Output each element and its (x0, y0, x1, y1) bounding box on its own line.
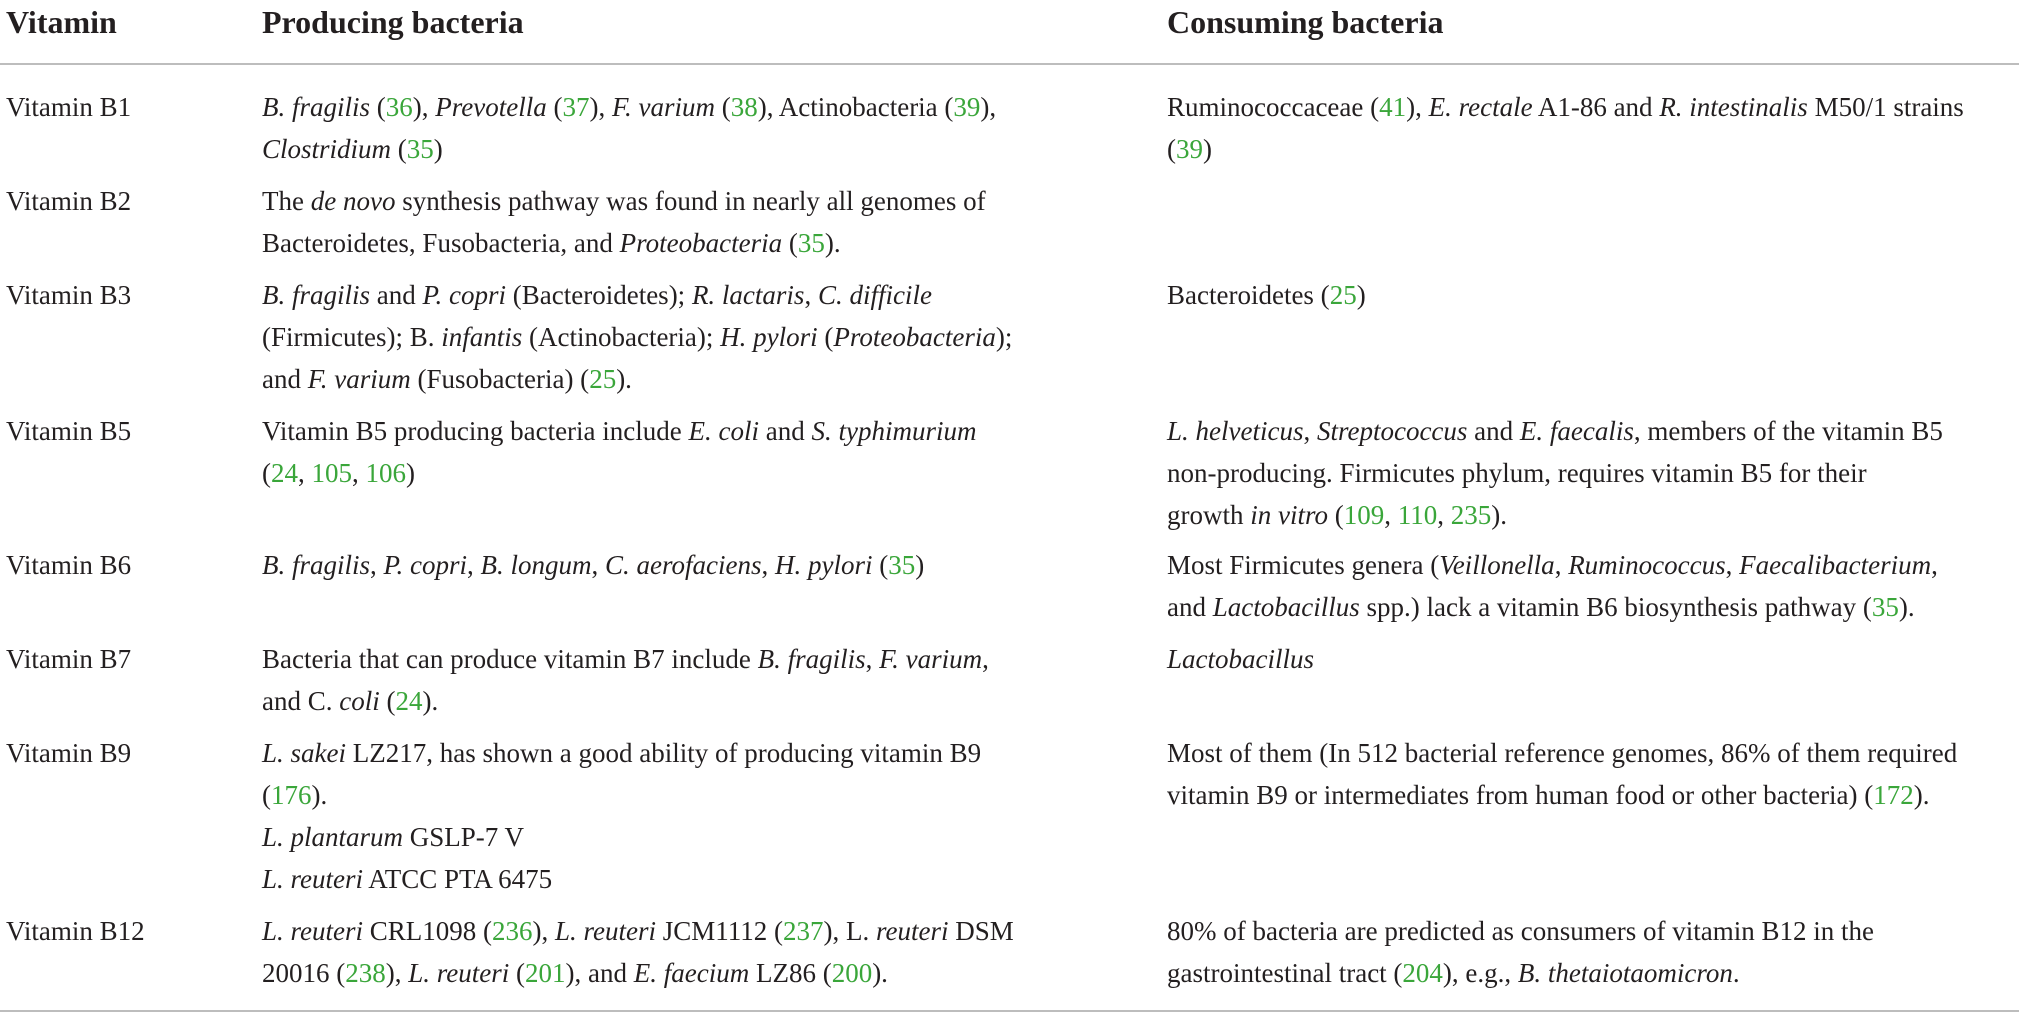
text-run: ), Actinobacteria ( (757, 92, 954, 122)
italic-text: Lactobacillus (1167, 644, 1314, 674)
text-run: LZ86 ( (749, 958, 832, 988)
header-vitamin: Vitamin (6, 4, 117, 40)
text-line (1167, 732, 2017, 774)
vitamin-name: Vitamin B9 (6, 738, 132, 768)
italic-text: Streptococcus (1316, 416, 1468, 446)
text-line (262, 452, 1082, 494)
reference-number: 110 (1397, 500, 1438, 530)
reference-number: 39 (953, 92, 981, 122)
reference-number: 36 (385, 92, 413, 122)
italic-text: Proteobacteria (833, 322, 996, 352)
text-run: Most Firmicutes genera ( (1167, 550, 1440, 580)
italic-text: E. faecalis (1519, 416, 1634, 446)
text-run: , (1384, 500, 1398, 530)
text-line (1167, 638, 2017, 680)
header-consuming-bacteria: Consuming bacteria (1167, 4, 1444, 40)
reference-number: 37 (562, 92, 590, 122)
italic-text: de novo (310, 186, 396, 216)
italic-text: Clostridium (262, 134, 392, 164)
text-line (262, 638, 1082, 680)
reference-number: 35 (406, 134, 434, 164)
text-run: ( (391, 134, 407, 164)
italic-text: E. rectale (1428, 92, 1533, 122)
text-line (262, 732, 1082, 774)
text-run: A1-86 and (1532, 92, 1660, 122)
consuming-bacteria-cell (1167, 638, 2017, 680)
text-line (1167, 952, 2017, 994)
producing-bacteria-cell (262, 86, 1082, 170)
text-run: , (370, 550, 384, 580)
italic-text: B. thetaiotaomicron (1517, 958, 1733, 988)
text-run: ). (1491, 500, 1507, 530)
italic-text: Veillonella (1439, 550, 1555, 580)
vitamin-cell (6, 86, 246, 128)
text-line (262, 86, 1082, 128)
vitamin-name: Vitamin B1 (6, 92, 132, 122)
text-run: ), (589, 92, 612, 122)
italic-text: F. varium (611, 92, 715, 122)
reference-number: 24 (271, 458, 298, 488)
text-run: ). (422, 686, 439, 716)
italic-text: reuteri (876, 916, 949, 946)
reference-number: 109 (1343, 500, 1385, 530)
text-run: . (1732, 958, 1740, 988)
italic-text: H. pylori (775, 550, 873, 580)
italic-text: P. copri (422, 280, 507, 310)
text-run: ), (412, 92, 436, 122)
text-run: ). (824, 228, 841, 258)
text-run: , (591, 550, 606, 580)
text-run: JCM1112 ( (656, 916, 784, 946)
text-run: ). (1913, 780, 1930, 810)
vitamin-cell (6, 544, 246, 586)
text-line (1167, 586, 2017, 628)
italic-text: L. sakei (262, 738, 346, 768)
italic-text: B. fragilis (262, 92, 371, 122)
text-run: , (865, 644, 880, 674)
reference-number: 238 (345, 958, 386, 988)
text-run: ) (915, 550, 925, 580)
vitamin-name: Vitamin B2 (6, 186, 132, 216)
text-run: ( (262, 780, 271, 810)
reference-number: 105 (311, 458, 352, 488)
text-run: ) (1203, 134, 1212, 164)
reference-number: 235 (1450, 500, 1492, 530)
vitamin-name: Vitamin B6 (6, 550, 132, 580)
producing-bacteria-cell (262, 180, 1082, 264)
text-run: ( (262, 458, 271, 488)
italic-text: B. longum (480, 550, 592, 580)
text-run: ), (385, 958, 409, 988)
text-line (1167, 910, 2017, 952)
italic-text: L. plantarum (262, 822, 404, 852)
text-run: , (1437, 500, 1451, 530)
consuming-bacteria-cell (1167, 544, 2017, 628)
text-run: and (759, 416, 812, 446)
italic-text: E. faecium (633, 958, 750, 988)
reference-number: 172 (1873, 780, 1914, 810)
text-run: CRL1098 ( (363, 916, 493, 946)
text-run: and (1167, 592, 1213, 622)
italic-text: P. copri (383, 550, 468, 580)
text-run: DSM (948, 916, 1014, 946)
text-run: ( (715, 92, 731, 122)
text-line (262, 410, 1082, 452)
vitamin-cell (6, 910, 246, 952)
italic-text: R. lactaris (691, 280, 805, 310)
italic-text: B. fragilis (757, 644, 866, 674)
text-run: ), (1406, 92, 1429, 122)
text-run: ( (509, 958, 525, 988)
text-run: non-producing. Firmicutes phylum, requires vitamin B5 for their (1167, 458, 1867, 488)
text-run: spp.) lack a vitamin B6 biosynthesis pathway ( (1359, 592, 1872, 622)
consuming-bacteria-cell (1167, 410, 2017, 536)
text-line (1167, 544, 2017, 586)
text-run: Bacteria that can produce vitamin B7 include (262, 644, 758, 674)
vitamin-name: Vitamin B5 (6, 416, 132, 446)
text-run: ) (433, 134, 443, 164)
text-run: ), e.g., (1442, 958, 1518, 988)
reference-number: 25 (1329, 280, 1357, 310)
text-run: ), L. (823, 916, 877, 946)
italic-text: in vitro (1250, 500, 1328, 530)
text-line (262, 544, 1082, 586)
text-line (262, 910, 1082, 952)
text-run: , (1931, 550, 1938, 580)
text-run: ) (406, 458, 415, 488)
italic-text: B. fragilis (262, 550, 371, 580)
text-run: 80% of bacteria are predicted as consumers of vitamin B12 in the (1167, 916, 1875, 946)
italic-text: L. helveticus (1167, 416, 1304, 446)
reference-number: 35 (797, 228, 825, 258)
text-run: Ruminococcaceae ( (1167, 92, 1380, 122)
italic-text: infantis (441, 322, 523, 352)
vitamin-name: Vitamin B7 (6, 644, 132, 674)
reference-number: 106 (365, 458, 406, 488)
producing-bacteria-cell (262, 274, 1082, 400)
text-line (1167, 494, 2017, 536)
header-rule (0, 63, 2019, 65)
text-run: ). (1898, 592, 1915, 622)
producing-bacteria-cell (262, 638, 1082, 722)
reference-number: 176 (271, 780, 312, 810)
text-run: ); (995, 322, 1013, 352)
text-run: and (1467, 416, 1520, 446)
text-line (262, 274, 1082, 316)
italic-text: C. aerofaciens (605, 550, 762, 580)
text-run: ATCC PTA 6475 (363, 864, 553, 894)
text-run: , (1554, 550, 1569, 580)
text-run: ( (872, 550, 889, 580)
text-run: , (467, 550, 481, 580)
text-run: ( (1167, 134, 1176, 164)
italic-text: F. varium (879, 644, 983, 674)
italic-text: Proteobacteria (619, 228, 783, 258)
text-line (262, 952, 1082, 994)
text-run: , members of the vitamin B5 (1633, 416, 1943, 446)
bottom-rule (0, 1010, 2019, 1012)
text-run: ). (311, 780, 328, 810)
reference-number: 35 (1871, 592, 1899, 622)
text-run: M50/1 strains (1807, 92, 1964, 122)
vitamin-cell (6, 410, 246, 452)
text-run: (Firmicutes); B. (262, 322, 442, 352)
text-run: ). (616, 364, 632, 394)
italic-text: Prevotella (435, 92, 547, 122)
italic-text: L. reuteri (408, 958, 510, 988)
header-producing-bacteria: Producing bacteria (262, 4, 524, 40)
text-run: ), (532, 916, 556, 946)
reference-number: 24 (395, 686, 423, 716)
text-run: Bacteroidetes, Fusobacteria, and (262, 228, 620, 258)
text-line (1167, 410, 2017, 452)
text-run: and (370, 280, 423, 310)
italic-text: E. coli (688, 416, 759, 446)
vitamin-name: Vitamin B3 (6, 280, 132, 310)
text-line (1167, 128, 2017, 170)
italic-text: C. difficile (817, 280, 932, 310)
vitamin-cell (6, 732, 246, 774)
text-line (262, 774, 1082, 816)
producing-bacteria-cell (262, 732, 1082, 900)
italic-text: Lactobacillus (1212, 592, 1360, 622)
italic-text: R. intestinalis (1659, 92, 1808, 122)
text-run: ) (1356, 280, 1366, 310)
text-run: vitamin B9 or intermediates from human food or other bacteria) ( (1167, 780, 1874, 810)
text-run: ( (370, 92, 386, 122)
text-line (1167, 274, 2017, 316)
reference-number: 41 (1379, 92, 1407, 122)
vitamin-name: Vitamin B12 (6, 916, 145, 946)
consuming-bacteria-cell (1167, 732, 2017, 816)
consuming-bacteria-cell (1167, 86, 2017, 170)
producing-bacteria-cell (262, 910, 1082, 994)
reference-number: 236 (492, 916, 533, 946)
text-run: ( (379, 686, 396, 716)
italic-text: L. reuteri (262, 916, 363, 946)
text-run: GSLP-7 V (403, 822, 525, 852)
text-run: , (298, 458, 312, 488)
text-run: , (804, 280, 818, 310)
text-run: The (262, 186, 311, 216)
producing-bacteria-cell (262, 410, 1082, 494)
text-line (262, 358, 1082, 400)
text-run: ), and (565, 958, 634, 988)
text-run: ( (817, 322, 834, 352)
text-run: Most of them (In 512 bacterial reference genomes, 86% of them required (1167, 738, 1958, 768)
reference-number: 39 (1176, 134, 1203, 164)
text-run: (Actinobacteria); (522, 322, 721, 352)
text-run: synthesis pathway was found in nearly all genomes of (395, 186, 986, 216)
text-run: ( (1328, 500, 1344, 530)
text-run: Bacteroidetes ( (1167, 280, 1330, 310)
text-run: ). (872, 958, 888, 988)
text-run: , (1725, 550, 1740, 580)
text-run: Vitamin B5 producing bacteria include (262, 416, 689, 446)
text-line (262, 858, 1082, 900)
text-line (262, 222, 1082, 264)
text-line (1167, 774, 2017, 816)
text-line (1167, 452, 2017, 494)
reference-number: 201 (525, 958, 566, 988)
italic-text: Faecalibacterium (1739, 550, 1932, 580)
text-run: and (262, 364, 308, 394)
text-run: (Bacteroidetes); (506, 280, 692, 310)
text-run: ), (980, 92, 997, 122)
producing-bacteria-cell (262, 544, 1082, 586)
text-run: , (982, 644, 989, 674)
text-line (1167, 86, 2017, 128)
italic-text: coli (339, 686, 380, 716)
text-run: , (352, 458, 366, 488)
reference-number: 38 (730, 92, 758, 122)
italic-text: F. varium (307, 364, 411, 394)
text-run: ( (546, 92, 563, 122)
vitamin-cell (6, 274, 246, 316)
italic-text: Ruminococcus (1568, 550, 1726, 580)
text-line (262, 316, 1082, 358)
italic-text: L. reuteri (555, 916, 657, 946)
text-run: , (761, 550, 776, 580)
text-line (262, 128, 1082, 170)
text-run: gastrointestinal tract ( (1167, 958, 1403, 988)
text-run: LZ217, has shown a good ability of producing vitamin B9 (346, 738, 982, 768)
text-run: ( (782, 228, 798, 258)
italic-text: S. typhimurium (811, 416, 977, 446)
text-run: growth (1167, 500, 1251, 530)
text-run: , (1303, 416, 1317, 446)
text-line (262, 180, 1082, 222)
text-run: (Fusobacteria) ( (410, 364, 590, 394)
consuming-bacteria-cell (1167, 910, 2017, 994)
text-run: 20016 ( (262, 958, 346, 988)
italic-text: B. fragilis (262, 280, 371, 310)
text-line (262, 816, 1082, 858)
italic-text: H. pylori (720, 322, 818, 352)
text-line (262, 680, 1082, 722)
reference-number: 25 (589, 364, 617, 394)
table-header (0, 0, 2019, 64)
consuming-bacteria-cell (1167, 274, 2017, 316)
reference-number: 200 (831, 958, 873, 988)
reference-number: 204 (1402, 958, 1443, 988)
italic-text: L. reuteri (262, 864, 363, 894)
reference-number: 237 (783, 916, 824, 946)
reference-number: 35 (888, 550, 916, 580)
vitamin-cell (6, 638, 246, 680)
text-run: and C. (262, 686, 340, 716)
vitamin-cell (6, 180, 246, 222)
